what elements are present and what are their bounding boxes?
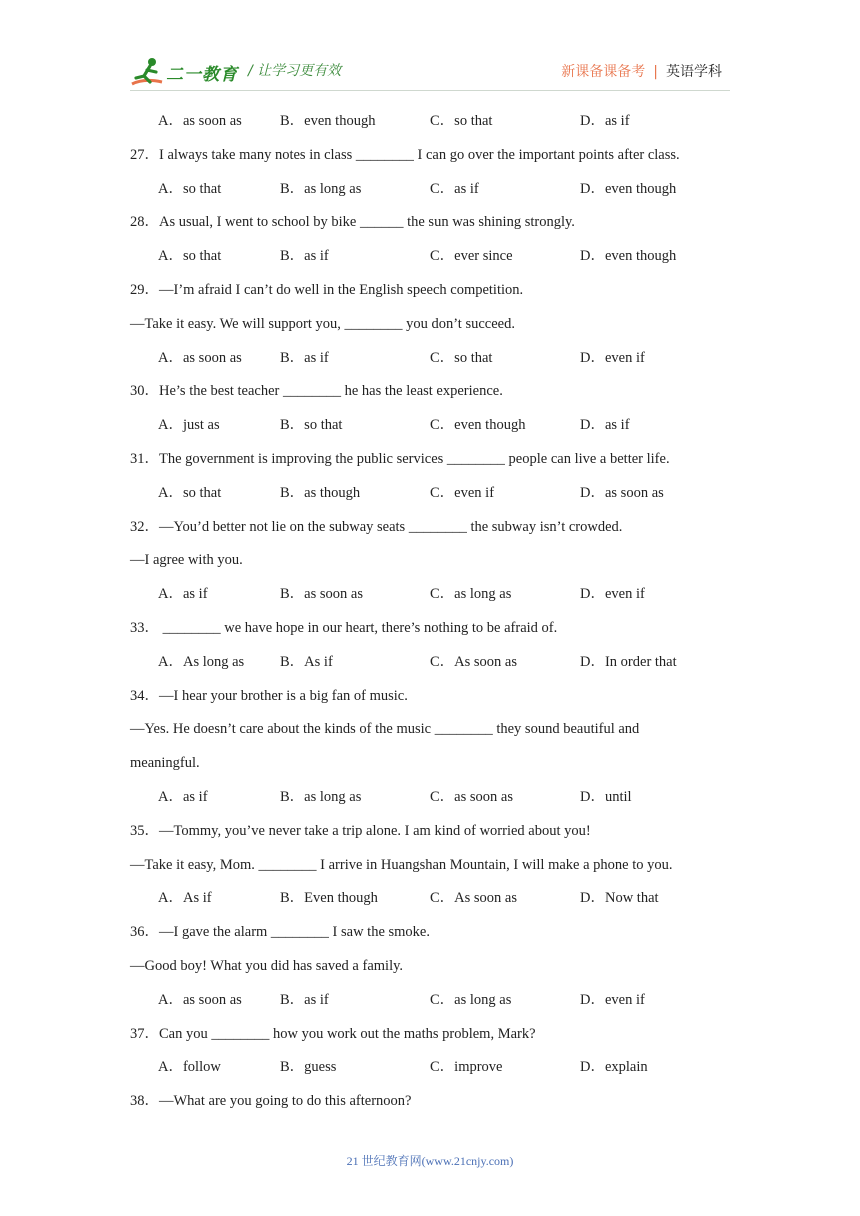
option-c: C．As soon as <box>430 653 518 670</box>
slogan: / 让学习更有效 <box>248 63 342 79</box>
option-b: B．as if <box>280 248 329 265</box>
logo <box>130 56 240 90</box>
option-b: B．Even though <box>280 890 378 907</box>
option-b: B．as though <box>280 484 361 501</box>
option-c: C．so that <box>430 349 493 366</box>
option-a: A．so that <box>158 180 222 197</box>
subject-label: 英语学科 <box>666 64 722 80</box>
option-a: A．follow <box>158 1059 221 1076</box>
answer-options <box>130 984 730 1018</box>
option-d: D．even if <box>580 586 645 603</box>
option-d: D．even though <box>580 180 677 197</box>
option-c: C．even if <box>430 484 495 501</box>
option-a: A．so that <box>158 248 222 265</box>
option-a: A．as soon as <box>158 113 242 129</box>
answer-options <box>130 477 730 511</box>
question-text: 32．—You’d better not lie on the subway seats ________ the subway isn’t crowded. <box>130 518 623 535</box>
option-d: D．as if <box>580 417 630 434</box>
answer-options <box>130 240 730 274</box>
option-c: C．even though <box>430 417 526 434</box>
option-a: A．just as <box>158 417 220 434</box>
option-c: C．as long as <box>430 991 512 1008</box>
option-b: B．as if <box>280 349 329 366</box>
question-text: —Take it easy, Mom. ________ I arrive in Huangshan Mountain, I will make a phone to you. <box>130 856 673 873</box>
option-b: B．As if <box>280 653 333 670</box>
answer-options <box>130 882 730 916</box>
question-text: meaningful. <box>130 755 200 772</box>
option-d: D．even if <box>580 991 645 1008</box>
question-text: —Take it easy. We will support you, ________ you don’t succeed. <box>130 315 515 332</box>
option-a: A．As long as <box>158 653 245 670</box>
option-c: C．as long as <box>430 586 512 603</box>
option-d: D．until <box>580 788 632 805</box>
runner-logo-icon <box>130 56 166 90</box>
option-a: A．as if <box>158 788 208 805</box>
option-d: D．explain <box>580 1059 648 1076</box>
question-text: 28．As usual, I went to school by bike ______ the sun was shining strongly. <box>130 214 575 231</box>
option-b: B．so that <box>280 417 343 434</box>
option-d: D．even if <box>580 349 645 366</box>
option-d: D．even though <box>580 248 677 265</box>
question-text: 34．—I hear your brother is a big fan of music. <box>130 687 408 704</box>
option-a: A．as soon as <box>158 991 242 1008</box>
option-b: B．as long as <box>280 180 362 197</box>
option-a: A．As if <box>158 890 212 907</box>
question-text: 33． ________ we have hope in our heart, there’s nothing to be afraid of. <box>130 619 558 636</box>
page-header <box>130 54 730 94</box>
question-text: —Good boy! What you did has saved a family. <box>130 957 404 974</box>
option-a: A．so that <box>158 484 222 501</box>
question-text: —I agree with you. <box>130 552 243 569</box>
header-divider <box>130 90 730 91</box>
answer-options <box>130 105 730 139</box>
question-text: —Yes. He doesn’t care about the kinds of the music ________ they sound beautiful and <box>130 721 640 738</box>
option-c: C．as if <box>430 180 479 197</box>
question-text: 36．—I gave the alarm ________ I saw the smoke. <box>130 924 430 941</box>
option-b: B．as long as <box>280 788 362 805</box>
answer-options <box>130 342 730 376</box>
question-text: 38．—What are you going to do this afternoon? <box>130 1093 412 1110</box>
header-right <box>561 61 722 81</box>
option-c: C．ever since <box>430 248 513 265</box>
question-text: 27．I always take many notes in class ________ I can go over the important points after class. <box>130 146 680 163</box>
question-list <box>130 105 730 1119</box>
option-a: A．as if <box>158 586 208 603</box>
option-a: A．as soon as <box>158 349 242 366</box>
question-text: 35．—Tommy, you’ve never take a trip alone. I am kind of worried about you! <box>130 822 591 839</box>
answer-options <box>130 409 730 443</box>
option-c: C．As soon as <box>430 890 518 907</box>
answer-options <box>130 1051 730 1085</box>
question-text: 29．—I’m afraid I can’t do well in the English speech competition. <box>130 281 524 298</box>
option-b: B．as soon as <box>280 586 363 603</box>
course-label: 新课备课备考 <box>561 64 646 80</box>
option-d: D．In order that <box>580 653 677 670</box>
option-b: B．as if <box>280 991 329 1008</box>
answer-options <box>130 173 730 207</box>
question-text: 30．He’s the best teacher ________ he has the least experience. <box>130 383 503 400</box>
question-text: 31．The government is improving the public services ________ people can live a better life. <box>130 450 670 467</box>
header-separator: | <box>653 64 658 80</box>
option-d: D．Now that <box>580 890 659 907</box>
page-footer: 21 世纪教育网(www.21cnjy.com) <box>346 1154 514 1168</box>
option-c: C．improve <box>430 1059 503 1076</box>
option-c: C．as soon as <box>430 788 513 805</box>
option-b: B．guess <box>280 1059 337 1076</box>
logo-text: 二一教育 <box>166 65 238 85</box>
option-b: B．even though <box>280 113 376 129</box>
answer-options <box>130 781 730 815</box>
option-d: D．as soon as <box>580 484 664 501</box>
option-c: C．so that <box>430 113 493 129</box>
option-d: D．as if <box>580 113 630 129</box>
answer-options <box>130 646 730 680</box>
question-text: 37．Can you ________ how you work out the maths problem, Mark? <box>130 1025 536 1042</box>
answer-options <box>130 578 730 612</box>
